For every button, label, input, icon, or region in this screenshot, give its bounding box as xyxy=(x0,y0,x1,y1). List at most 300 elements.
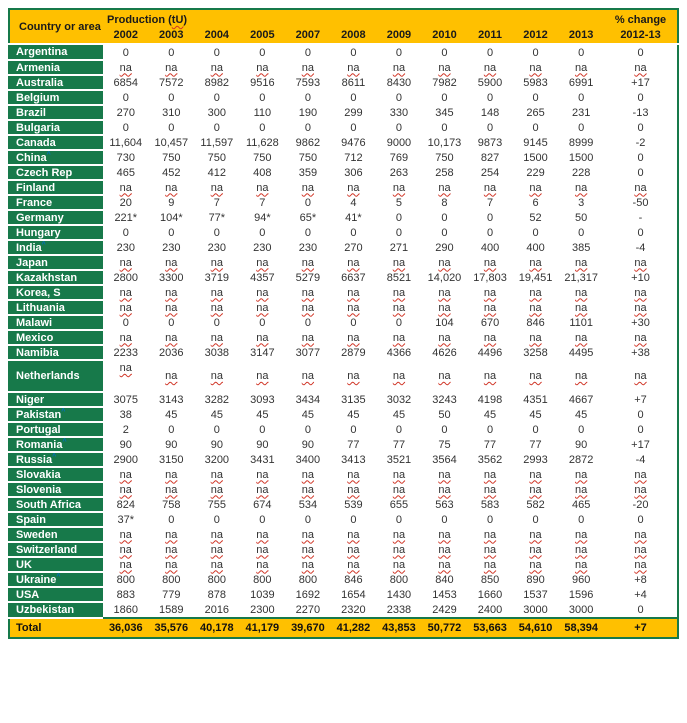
value-cell: 0 xyxy=(213,91,220,104)
value-cell: na xyxy=(392,331,406,344)
value-cell: 0 xyxy=(441,423,448,436)
change-cell: - xyxy=(638,211,643,224)
value-cell: 45 xyxy=(392,408,406,421)
value-cell: 90 xyxy=(301,438,315,451)
value-cell: 0 xyxy=(441,513,448,526)
value-cell: na xyxy=(529,558,542,571)
value-cell: 670 xyxy=(480,316,500,329)
change-cell: 0 xyxy=(637,226,644,239)
change-cell: na xyxy=(634,468,647,481)
value-cell: 2233 xyxy=(113,346,138,359)
value-cell: 190 xyxy=(298,106,318,119)
table-row xyxy=(9,44,678,60)
value-cell: 0 xyxy=(213,513,220,526)
table-row xyxy=(9,587,678,602)
country-cell: Canada xyxy=(9,135,103,150)
value-cell: na xyxy=(392,468,406,481)
value-cell: na xyxy=(347,543,360,556)
total-value-cell: 58,394 xyxy=(558,618,604,638)
value-cell: 0 xyxy=(441,226,448,239)
value-cell: 0 xyxy=(395,121,403,134)
table-row xyxy=(9,452,678,467)
year-header-cell: 2013 xyxy=(558,26,604,44)
value-cell: 960 xyxy=(571,573,591,586)
country-cell: Finland xyxy=(9,180,103,195)
change-cell: +8 xyxy=(634,573,647,586)
table-row xyxy=(9,195,678,210)
value-cell: 3562 xyxy=(477,453,503,466)
value-cell: na xyxy=(575,331,588,344)
value-cell: 827 xyxy=(480,151,500,164)
value-cell: 0 xyxy=(395,513,403,526)
value-cell: 7 xyxy=(486,196,494,209)
footnote-marker-icon: ^ xyxy=(62,437,67,445)
value-cell: 2016 xyxy=(204,603,230,616)
change-cell: na xyxy=(634,331,647,344)
value-cell: na xyxy=(210,468,223,481)
value-cell: 0 xyxy=(578,121,585,134)
value-cell: na xyxy=(210,286,223,299)
value-cell: 3434 xyxy=(295,393,321,406)
table-row xyxy=(9,330,678,345)
value-cell: na xyxy=(210,181,223,194)
change-cell: na xyxy=(634,181,647,194)
value-cell: 37* xyxy=(117,513,135,526)
value-cell: 0 xyxy=(304,46,311,59)
value-cell: na xyxy=(483,301,497,314)
value-cell: na xyxy=(529,483,542,496)
country-cell: Czech Rep xyxy=(9,165,103,180)
value-cell: na xyxy=(575,528,588,541)
value-cell: 0 xyxy=(395,423,403,436)
value-cell: na xyxy=(301,528,315,541)
value-cell: 0 xyxy=(168,226,175,239)
value-cell: 345 xyxy=(435,106,454,119)
year-header-cell: 2012 xyxy=(513,26,559,44)
value-cell: na xyxy=(392,370,406,382)
value-cell: 3075 xyxy=(113,393,138,406)
value-cell: 7593 xyxy=(295,76,321,89)
value-cell: na xyxy=(529,331,542,344)
value-cell: 465 xyxy=(116,166,135,179)
country-cell: Spain xyxy=(9,512,103,527)
change-cell: na xyxy=(634,528,647,541)
value-cell: na xyxy=(483,558,497,571)
value-cell: na xyxy=(256,543,269,556)
value-cell: 50 xyxy=(438,408,451,421)
value-cell: na xyxy=(438,528,451,541)
value-cell: 1654 xyxy=(341,588,366,601)
value-cell: 0 xyxy=(304,226,311,239)
change-cell: +17 xyxy=(631,438,650,451)
value-cell: na xyxy=(575,286,588,299)
value-cell: 9145 xyxy=(523,136,548,149)
value-cell: 221* xyxy=(114,211,138,224)
value-cell: 0 xyxy=(259,226,266,239)
change-cell: 0 xyxy=(637,91,644,104)
value-cell: na xyxy=(301,483,315,496)
value-cell: na xyxy=(165,181,178,194)
value-cell: 3243 xyxy=(432,393,457,406)
value-cell: 3431 xyxy=(250,453,275,466)
value-cell: 6637 xyxy=(341,271,366,284)
table-row xyxy=(9,542,678,557)
value-cell: 0 xyxy=(304,513,311,526)
value-cell: na xyxy=(392,301,406,314)
change-cell: -50 xyxy=(632,196,649,209)
value-cell: 4357 xyxy=(250,271,275,284)
value-cell: 45 xyxy=(256,408,269,421)
country-cell: Brazil xyxy=(9,105,103,120)
change-cell: na xyxy=(634,483,647,496)
value-cell: 3077 xyxy=(295,346,321,359)
value-cell: 1453 xyxy=(432,588,457,601)
table-body xyxy=(9,44,678,618)
value-cell: na xyxy=(301,558,315,571)
value-cell: na xyxy=(210,483,223,496)
value-cell: 3282 xyxy=(204,393,230,406)
total-value-cell: 35,576 xyxy=(149,618,195,638)
value-cell: 3521 xyxy=(386,453,412,466)
value-cell: na xyxy=(165,256,178,269)
value-cell: 9873 xyxy=(477,136,503,149)
country-cell: Germany xyxy=(9,210,103,225)
value-cell: 2400 xyxy=(477,603,503,616)
value-cell: na xyxy=(165,301,178,314)
change-cell: +4 xyxy=(634,588,647,601)
value-cell: 408 xyxy=(253,166,272,179)
value-cell: 883 xyxy=(116,588,135,601)
value-cell: 265 xyxy=(526,106,545,119)
value-cell: 104* xyxy=(159,211,183,224)
value-cell: 77* xyxy=(208,211,226,224)
value-cell: 0 xyxy=(441,121,448,134)
value-cell: 755 xyxy=(207,498,226,511)
footnote-marker-icon: ^ xyxy=(52,452,57,460)
value-cell: 0 xyxy=(441,211,448,224)
value-cell: na xyxy=(256,483,269,496)
value-cell: na xyxy=(483,331,497,344)
value-cell: 0 xyxy=(122,46,129,59)
value-cell: 9862 xyxy=(295,136,321,149)
table-row xyxy=(9,180,678,195)
value-cell: 0 xyxy=(532,121,539,134)
value-cell: 7572 xyxy=(159,76,184,89)
value-cell: na xyxy=(575,301,588,314)
country-cell: Portugal xyxy=(9,422,103,437)
value-cell: na xyxy=(392,286,406,299)
year-header-cell: 2005 xyxy=(240,26,286,44)
value-cell: na xyxy=(347,256,360,269)
value-cell: 90 xyxy=(575,438,588,451)
value-cell: 674 xyxy=(253,498,272,511)
value-cell: 330 xyxy=(389,106,409,119)
production-table xyxy=(8,8,679,639)
country-cell: Malawi xyxy=(9,315,103,330)
table-row xyxy=(9,392,678,407)
value-cell: 4495 xyxy=(568,346,594,359)
value-cell: 17,803 xyxy=(473,271,507,284)
value-cell: 230 xyxy=(207,241,226,254)
value-cell: 19,451 xyxy=(518,271,553,284)
table-row xyxy=(9,512,678,527)
value-cell: 0 xyxy=(213,121,220,134)
value-cell: 148 xyxy=(480,106,500,119)
value-cell: 779 xyxy=(162,588,181,601)
value-cell: 0 xyxy=(486,121,494,134)
value-cell: na xyxy=(438,61,451,74)
value-cell: 4626 xyxy=(432,346,457,359)
value-cell: na xyxy=(210,558,223,571)
value-cell: 0 xyxy=(213,423,220,436)
value-cell: 271 xyxy=(389,241,409,254)
value-cell: 3032 xyxy=(386,393,412,406)
value-cell: na xyxy=(119,61,132,74)
value-cell: 0 xyxy=(486,211,494,224)
value-cell: 8611 xyxy=(341,76,366,89)
value-cell: 52 xyxy=(529,211,542,224)
value-cell: 5 xyxy=(395,196,403,209)
value-cell: na xyxy=(529,468,542,481)
table-row xyxy=(9,527,678,542)
value-cell: na xyxy=(347,301,360,314)
table-row xyxy=(9,602,678,618)
value-cell: 3135 xyxy=(341,393,366,406)
year-header-cell: 2010 xyxy=(422,26,468,44)
value-cell: na xyxy=(210,370,223,382)
value-cell: na xyxy=(438,370,451,382)
value-cell: na xyxy=(438,483,451,496)
change-cell: na xyxy=(634,286,647,299)
value-cell: 258 xyxy=(435,166,454,179)
value-cell: 800 xyxy=(116,573,135,586)
country-cell: Korea, S xyxy=(9,285,103,300)
value-cell: 1537 xyxy=(523,588,548,601)
value-cell: na xyxy=(347,181,360,194)
value-cell: 750 xyxy=(298,151,318,164)
value-cell: 0 xyxy=(304,196,311,209)
value-cell: 0 xyxy=(122,226,129,239)
footnote-marker-icon: ^ xyxy=(41,240,46,248)
value-cell: na xyxy=(119,181,132,194)
value-cell: 0 xyxy=(486,91,494,104)
value-cell: na xyxy=(483,286,497,299)
header-row-top xyxy=(9,9,678,26)
footnote-marker-icon: ^ xyxy=(61,407,66,415)
country-cell: South Africa xyxy=(9,497,103,512)
value-cell: na xyxy=(347,528,360,541)
country-cell: Romania^ xyxy=(9,437,103,452)
country-cell: Ukraine^ xyxy=(9,572,103,587)
total-value-cell: 50,772 xyxy=(422,618,468,638)
value-cell: 0 xyxy=(304,423,311,436)
country-cell: Kazakhstan xyxy=(9,270,103,285)
value-cell: 0 xyxy=(168,513,175,526)
change-cell: 0 xyxy=(637,423,644,436)
value-cell: 750 xyxy=(162,151,181,164)
table-row xyxy=(9,225,678,240)
country-cell: Hungary xyxy=(9,225,103,240)
value-cell: na xyxy=(210,301,223,314)
value-cell: 1860 xyxy=(113,603,138,616)
value-cell: 582 xyxy=(526,498,545,511)
country-cell: Lithuania xyxy=(9,300,103,315)
value-cell: 290 xyxy=(435,241,454,254)
value-cell: 50 xyxy=(575,211,588,224)
value-cell: 846 xyxy=(526,316,545,329)
value-cell: na xyxy=(438,286,451,299)
value-cell: 11,597 xyxy=(200,136,234,149)
value-cell: 0 xyxy=(532,91,539,104)
total-value-cell: 43,853 xyxy=(376,618,422,638)
value-cell: 800 xyxy=(253,573,272,586)
change-cell: +7 xyxy=(634,393,647,406)
total-label: Total xyxy=(9,618,103,638)
value-cell: 2338 xyxy=(386,603,412,616)
change-cell: 0 xyxy=(637,603,644,616)
value-cell: 8999 xyxy=(568,136,594,149)
value-cell: 21,317 xyxy=(564,271,598,284)
value-cell: 0 xyxy=(441,46,448,59)
value-cell: na xyxy=(301,543,315,556)
value-cell: na xyxy=(119,543,132,556)
value-cell: 0 xyxy=(122,121,129,134)
value-cell: 0 xyxy=(532,423,539,436)
value-cell: na xyxy=(301,181,315,194)
value-cell: na xyxy=(119,558,132,571)
value-cell: 90 xyxy=(256,438,269,451)
total-value-cell: 54,610 xyxy=(513,618,559,638)
value-cell: na xyxy=(392,483,406,496)
total-value-cell: 36,036 xyxy=(103,618,149,638)
value-cell: 0 xyxy=(259,121,266,134)
value-cell: 3 xyxy=(578,196,585,209)
value-cell: 0 xyxy=(395,226,403,239)
value-cell: 7 xyxy=(259,196,266,209)
table-header xyxy=(9,9,678,44)
country-cell: Japan xyxy=(9,255,103,270)
change-cell: 0 xyxy=(637,151,644,164)
country-cell: Slovakia xyxy=(9,467,103,482)
value-cell: 5983 xyxy=(523,76,548,89)
value-cell: 0 xyxy=(486,46,494,59)
value-cell: na xyxy=(165,331,178,344)
value-cell: 0 xyxy=(259,423,266,436)
value-cell: na xyxy=(165,468,178,481)
value-cell: 3000 xyxy=(568,603,594,616)
value-cell: 850 xyxy=(480,573,500,586)
value-cell: 750 xyxy=(253,151,272,164)
value-cell: 230 xyxy=(298,241,318,254)
value-cell: 0 xyxy=(259,316,266,329)
change-cell: na xyxy=(634,558,647,571)
value-cell: na xyxy=(575,558,588,571)
value-cell: 3300 xyxy=(159,271,184,284)
total-value-cell: 41,179 xyxy=(240,618,286,638)
value-cell: 583 xyxy=(480,498,500,511)
value-cell: na xyxy=(347,483,360,496)
value-cell: 230 xyxy=(162,241,181,254)
value-cell: 0 xyxy=(304,316,311,329)
value-cell: na xyxy=(165,483,178,496)
production-label-prefix: Production ( xyxy=(107,14,172,26)
value-cell: 77 xyxy=(483,438,497,451)
value-cell: na xyxy=(347,61,360,74)
value-cell: na xyxy=(119,483,132,496)
value-cell: na xyxy=(438,256,451,269)
value-cell: 45 xyxy=(347,408,360,421)
value-cell: 800 xyxy=(389,573,409,586)
value-cell: na xyxy=(438,543,451,556)
value-cell: 77 xyxy=(392,438,406,451)
value-cell: 3093 xyxy=(250,393,275,406)
change-cell: 0 xyxy=(637,46,644,59)
value-cell: na xyxy=(347,331,360,344)
value-cell: 0 xyxy=(122,316,129,329)
value-cell: na xyxy=(301,331,315,344)
change-cell: +10 xyxy=(631,271,650,284)
value-cell: 6 xyxy=(532,196,539,209)
value-cell: na xyxy=(483,468,497,481)
value-cell: na xyxy=(529,528,542,541)
value-cell: na xyxy=(165,558,178,571)
value-cell: na xyxy=(392,528,406,541)
country-cell: Namibia xyxy=(9,345,103,360)
country-cell: Mexico xyxy=(9,330,103,345)
value-cell: na xyxy=(438,331,451,344)
value-cell: 8982 xyxy=(204,76,230,89)
value-cell: na xyxy=(301,301,315,314)
total-value-cell: 53,663 xyxy=(467,618,513,638)
value-cell: na xyxy=(483,483,497,496)
value-cell: 0 xyxy=(578,91,585,104)
value-cell: 750 xyxy=(435,151,454,164)
value-cell: 412 xyxy=(207,166,226,179)
value-cell: 0 xyxy=(304,91,311,104)
table-row xyxy=(9,482,678,497)
country-cell: Belgium xyxy=(9,90,103,105)
value-cell: na xyxy=(575,61,588,74)
value-cell: 0 xyxy=(259,46,266,59)
value-cell: 3000 xyxy=(523,603,548,616)
value-cell: 10,457 xyxy=(154,136,189,149)
value-cell: na xyxy=(210,61,223,74)
value-cell: 2270 xyxy=(295,603,321,616)
value-cell: na xyxy=(256,256,269,269)
country-cell: Russia^ xyxy=(9,452,103,467)
table-row xyxy=(9,90,678,105)
table-row xyxy=(9,60,678,75)
country-cell: Armenia xyxy=(9,60,103,75)
value-cell: 1660 xyxy=(477,588,503,601)
value-cell: 1500 xyxy=(568,151,594,164)
value-cell: na xyxy=(301,286,315,299)
value-cell: 8521 xyxy=(386,271,412,284)
value-cell: 270 xyxy=(116,106,135,119)
value-cell: na xyxy=(483,528,497,541)
year-header-cell: 2011 xyxy=(467,26,513,44)
value-cell: na xyxy=(575,256,588,269)
value-cell: 846 xyxy=(344,573,363,586)
value-cell: 3400 xyxy=(295,453,321,466)
change-cell: 0 xyxy=(637,121,644,134)
country-cell: USA xyxy=(9,587,103,602)
production-unit: tU xyxy=(171,14,184,26)
total-row xyxy=(9,618,678,638)
value-cell: 3413 xyxy=(341,453,366,466)
value-cell: 3200 xyxy=(204,453,230,466)
value-cell: 45 xyxy=(529,408,542,421)
